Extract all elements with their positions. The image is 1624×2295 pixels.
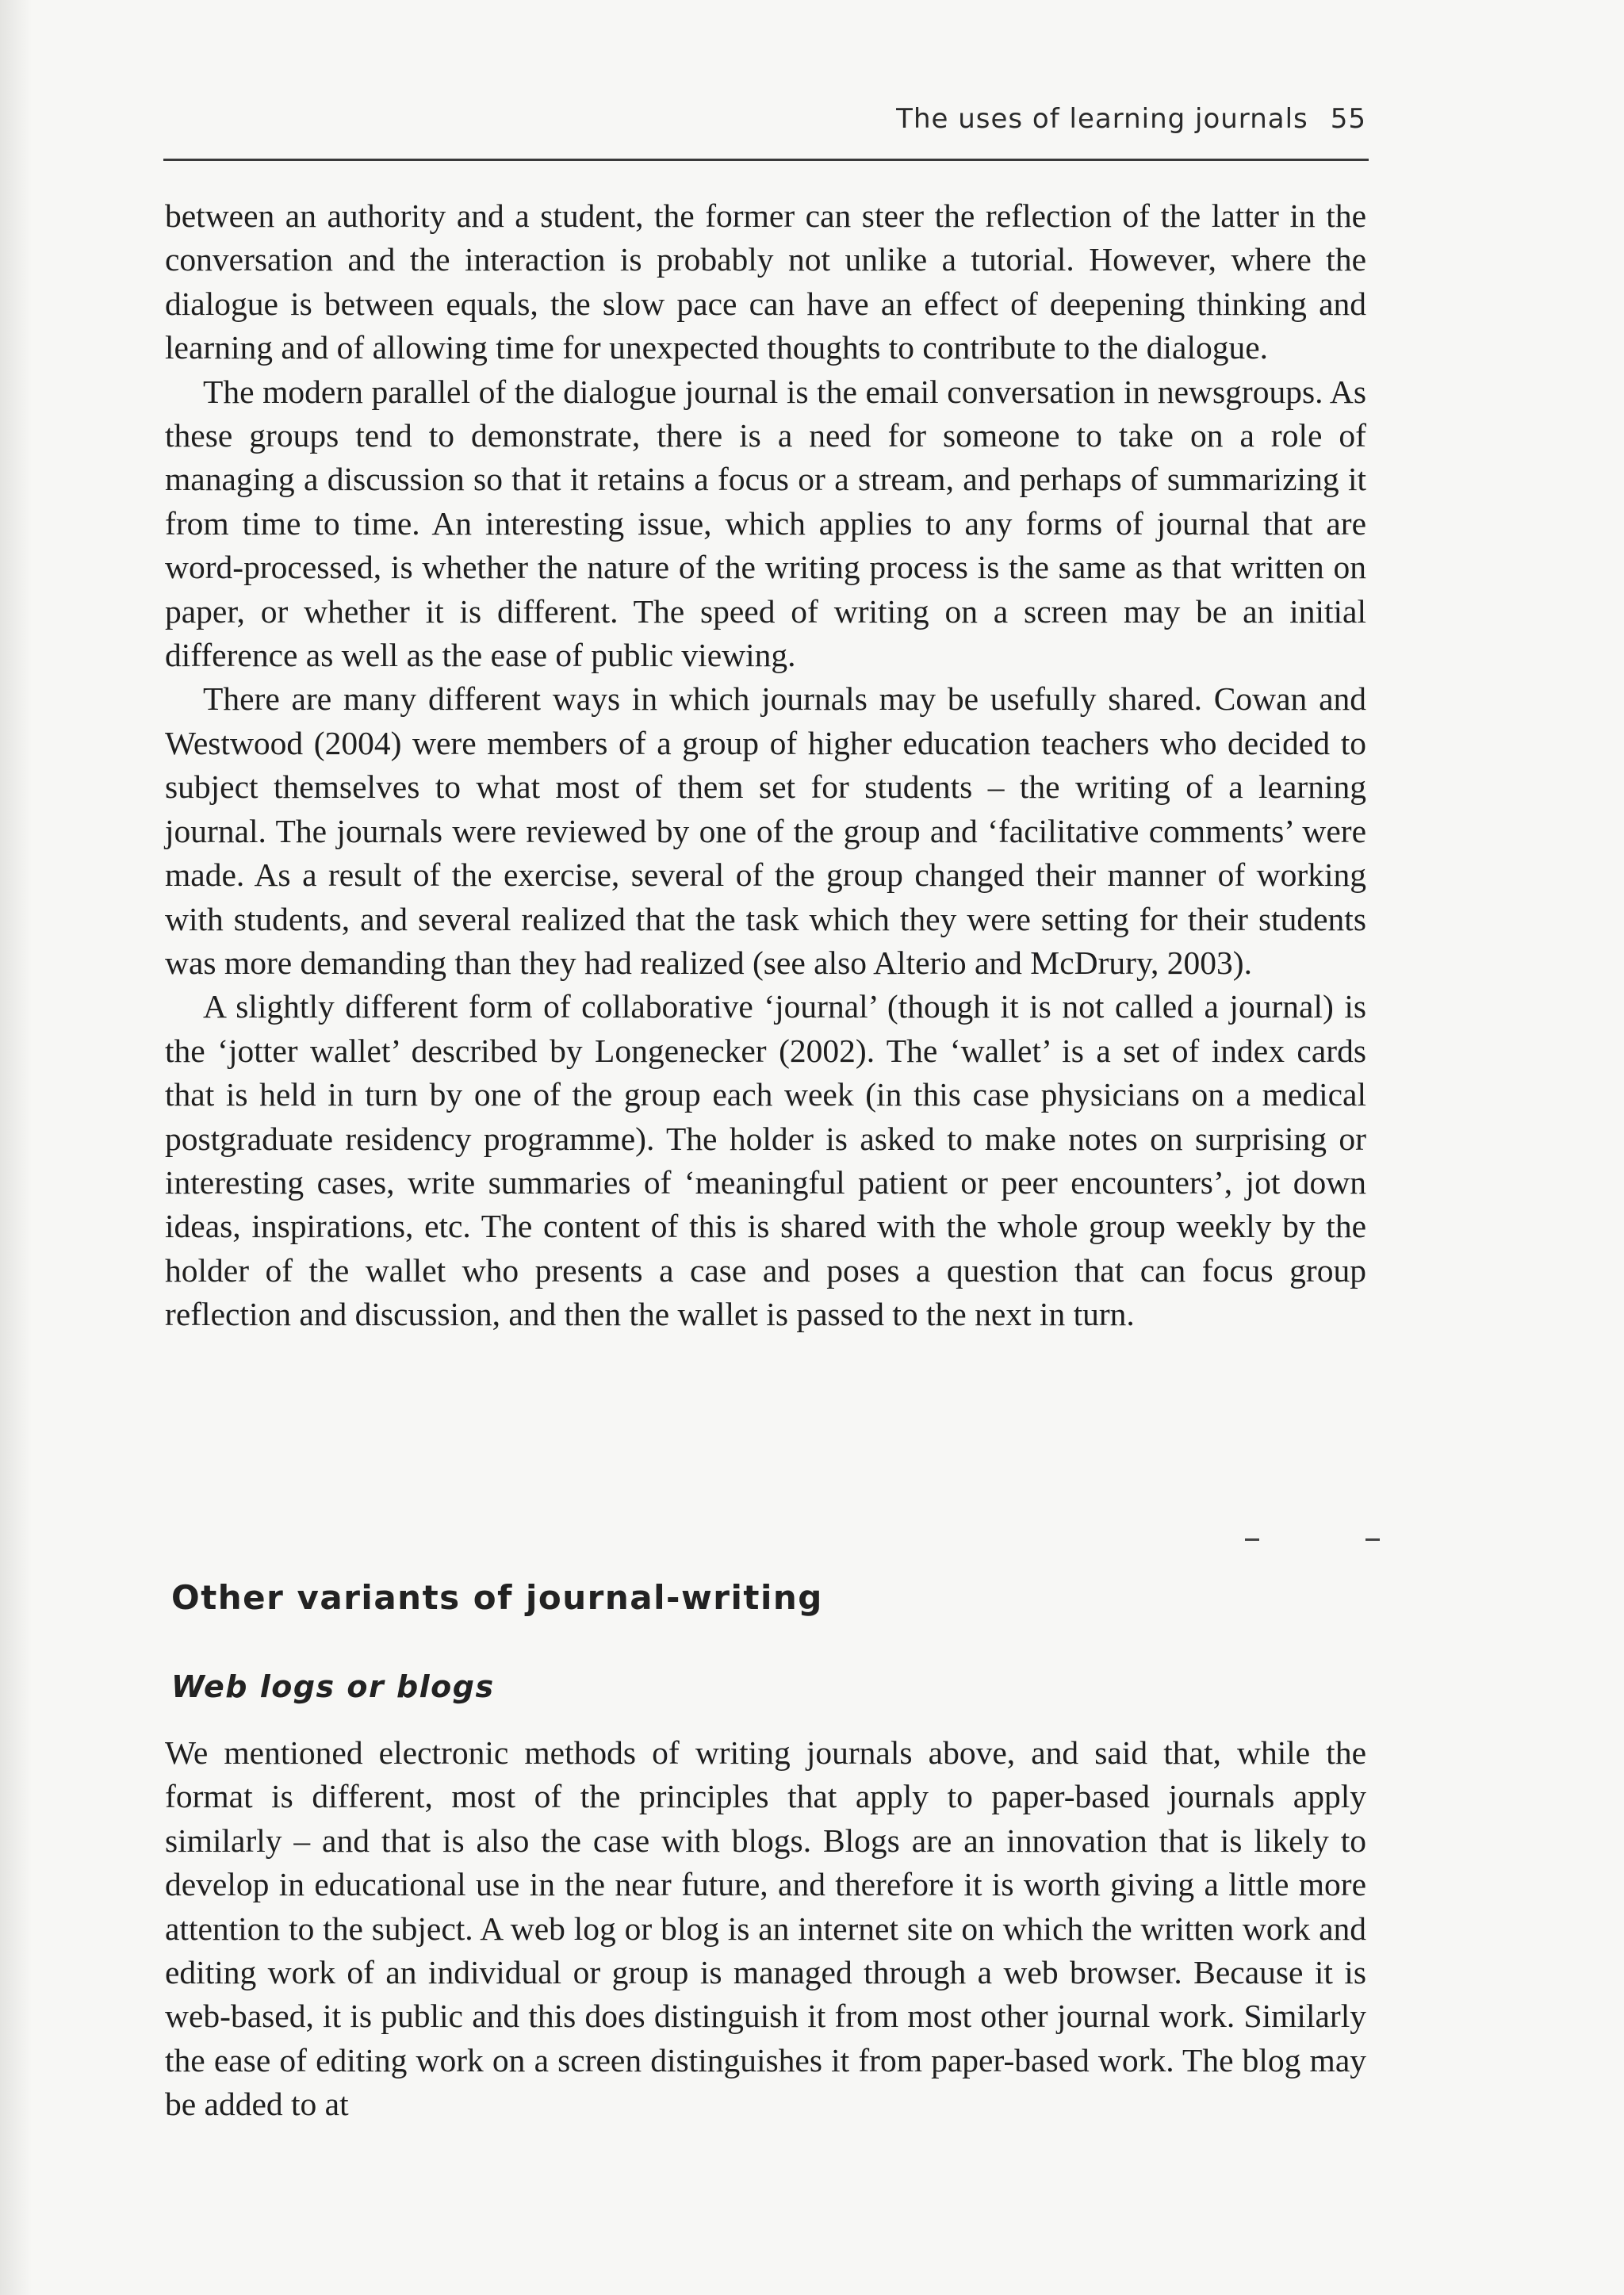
paragraph: between an authority and a student, the former can steer the reflection of the latter in the conversation and the interaction is probably not unlike a tutorial. However, where the dialogue is between equals, the slow pace can have an effect of deepening thinking and learning and of allowing time for unexpected thoughts to contribute to the dialogue.: [165, 197, 1366, 366]
paragraph: There are many different ways in which journals may be usefully shared. Cowan and Westwood (2004) were members of a group of higher education teachers who decided to subject themselves to what most of them set for students – the writing of a learning journal. The journals were reviewed by one of the group and ‘facilitative comments’ were made. As a result of the exercise, several of the group changed their manner of working with students, and several realized that the task which they were setting for their students was more demanding than they had realized (see also Alterio and McDrury, 2003).: [165, 680, 1366, 981]
running-header: [165, 103, 1366, 160]
sub-heading: Web logs or blogs: [171, 1669, 495, 1704]
header-rule: [163, 159, 1369, 161]
section-heading: Other variants of journal-writing: [171, 1578, 823, 1617]
stray-mark: [1365, 1538, 1380, 1541]
body-text-lower: [165, 1731, 1366, 2127]
body-text-upper: [165, 194, 1366, 1337]
running-title: The uses of learning journals: [896, 103, 1308, 135]
paragraph: We mentioned electronic methods of writing journals above, and said that, while the format is different, most of the principles that apply to paper-based journals apply similarly – and that is also the case with blogs. Blogs are an innovation that is likely to develop in educational use in the near future, and therefore it is worth giving a little more attention to the subject. A web log or blog is an internet site on which the written work and editing work of an individual or group is managed through a web browser. Because it is web-based, it is public and this does distinguish it from most other journal work. Similarly the ease of editing work on a screen distinguishes it from paper-based work. The blog may be added to at: [165, 1734, 1366, 2123]
stray-mark: [1245, 1538, 1259, 1541]
paragraph: A slightly different form of collaborative ‘journal’ (though it is not called a journal) is the ‘jotter wallet’ described by Longenecker (2002). The ‘wallet’ is a set of index cards that is held in turn by one of the group each week (in this case physicians on a medical postgraduate residency programme). The holder is asked to make notes on surprising or interesting cases, write summaries of ‘meaningful patient or peer encounters’, jot down ideas, inspirations, etc. The content of this is shared with the whole group weekly by the holder of the wallet who presents a case and poses a question that can focus group reflection and discussion, and then the wallet is passed to the next in turn.: [165, 988, 1366, 1333]
paragraph: The modern parallel of the dialogue journal is the email conversation in newsgroups. As these groups tend to demonstrate, there is a need for someone to take on a role of managing a discussion so that it retains a focus or a stream, and perhaps of summarizing it from time to time. An interesting issue, which applies to any forms of journal that are word-processed, is whether the nature of the writing process is the same as that written on paper, or whether it is different. The speed of writing on a screen may be an initial difference as well as the ease of public viewing.: [165, 373, 1366, 674]
page-number: 55: [1330, 103, 1366, 135]
page-edge-shadow: [0, 0, 32, 2295]
